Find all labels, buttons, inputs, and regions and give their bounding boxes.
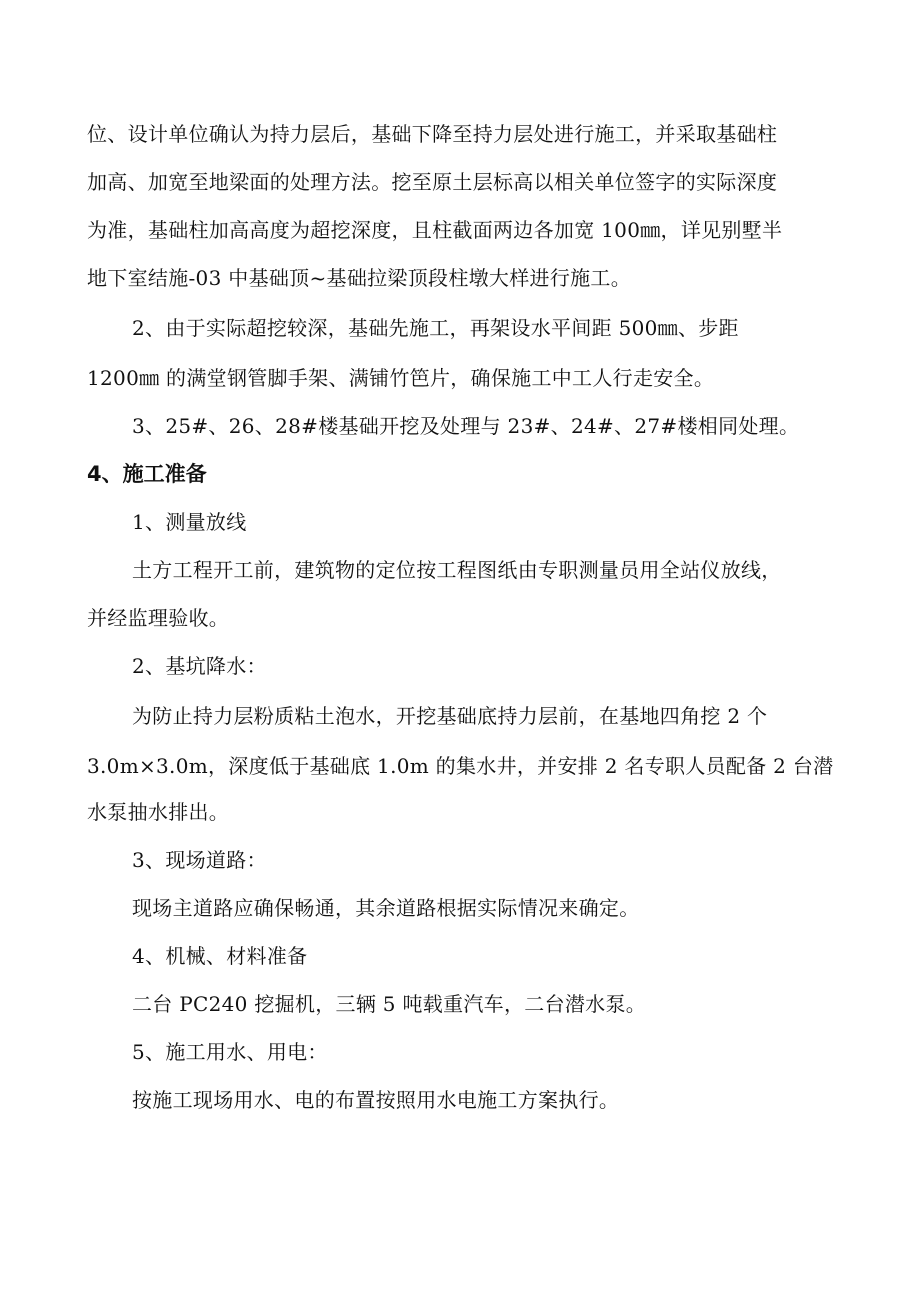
paragraph-line: 二台 PC240 挖掘机，三辆 5 吨载重汽车，二台潜水泵。: [132, 992, 647, 1016]
paragraph-line: 位、设计单位确认为持力层后，基础下降至持力层处进行施工，并采取基础柱: [87, 122, 778, 146]
section-heading: 4、施工准备: [87, 462, 207, 486]
list-item-text: 2、由于实际超挖较深，基础先施工，再架设水平间距 500㎜、步距: [132, 316, 739, 340]
list-item-text: 3、25#、26、28#楼基础开挖及处理与 23#、24#、27#楼相同处理。: [132, 414, 800, 438]
paragraph-line: 为准，基础柱加高高度为超挖深度，且柱截面两边各加宽 100㎜，详见别墅半: [87, 218, 783, 242]
paragraph-line: 地下室结施-03 中基础顶~基础拉梁顶段柱墩大样进行施工。: [87, 266, 632, 290]
list-item-text: 1200㎜ 的满堂钢管脚手架、满铺竹笆片，确保施工中工人行走安全。: [87, 366, 715, 390]
subsection-title: 2、基坑降水：: [132, 654, 267, 678]
subsection-title: 4、机械、材料准备: [132, 944, 308, 968]
paragraph-line: 按施工现场用水、电的布置按照用水电施工方案执行。: [132, 1088, 620, 1112]
paragraph-line: 水泵抽水排出。: [87, 800, 230, 824]
subsection-title: 5、施工用水、用电：: [132, 1040, 328, 1064]
paragraph-line: 为防止持力层粉质粘土泡水，开挖基础底持力层前，在基地四角挖 2 个: [132, 704, 768, 728]
paragraph-line: 土方工程开工前，建筑物的定位按工程图纸由专职测量员用全站仪放线，: [132, 558, 782, 582]
paragraph-line: 加高、加宽至地梁面的处理方法。挖至原土层标高以相关单位签字的实际深度: [87, 170, 778, 194]
paragraph-line: 并经监理验收。: [87, 606, 230, 630]
subsection-title: 1、测量放线: [132, 510, 247, 534]
subsection-title: 3、现场道路：: [132, 848, 267, 872]
paragraph-line: 现场主道路应确保畅通，其余道路根据实际情况来确定。: [132, 896, 640, 920]
paragraph-line: 3.0m×3.0m，深度低于基础底 1.0m 的集水井，并安排 2 名专职人员配备 2 台潜: [87, 754, 834, 778]
